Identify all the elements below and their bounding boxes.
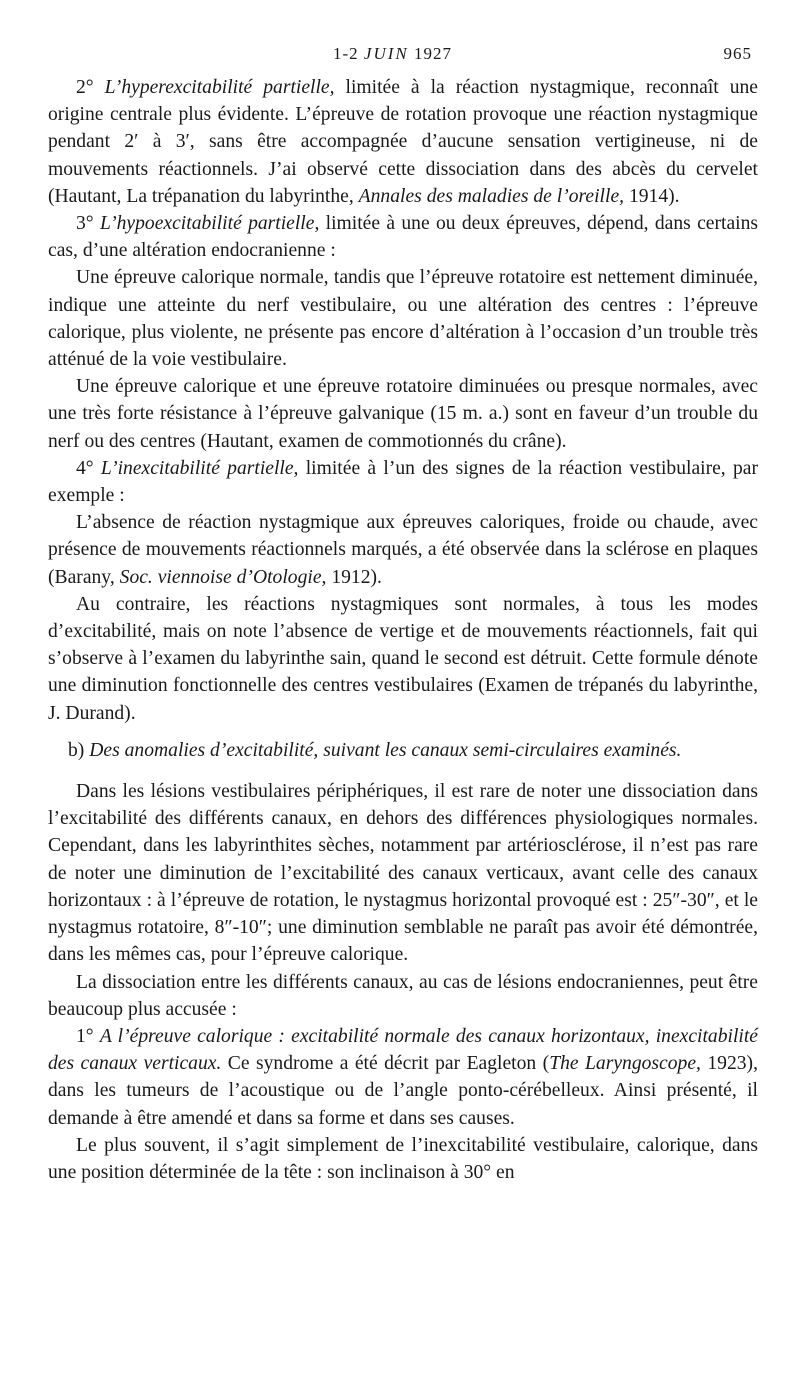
text-run: La dissociation entre les différents canaux, au cas de lésions endocraniennes, peut être beaucoup plus accusée : (48, 971, 758, 1020)
date-day: 1-2 (333, 44, 364, 63)
italic-run: Annales des maladies de l’oreille, (358, 185, 625, 207)
paragraph (48, 264, 758, 373)
italic-run: L’inexcitabilité partielle, (100, 457, 299, 479)
text-run: Dans les lésions vestibulaires périphériques, il est rare de noter une dissociation dans l’excitabilité des différents canaux, en dehors des différences physiologiques normales. Cependant, dans les labyrinthites sèches, notamment par artériosclérose, il n’est pas rare de noter une diminution de l’excitabilité des canaux verticaux, avant celle des canaux horizontaux : à l’épreuve de rotation, le nystagmus horizontal provoqué est : 25″-30″, et le nystagmus rotatoire, 8″-10″; une diminution semblable ne paraît pas avoir été démontrée, dans les mêmes cas, pour l’épreuve calorique. (48, 781, 758, 966)
text-run: 4° (76, 457, 101, 479)
italic-run: L’hyperexcitabilité partielle, (104, 77, 335, 98)
paragraph (48, 969, 758, 1023)
text-run: 1° (76, 1025, 100, 1047)
italic-run: Des anomalies d’excitabilité, suivant les canaux semi-circulaires examinés. (89, 739, 682, 761)
text-run: L’absence de réaction nystagmique aux épreuves caloriques, froide ou chaude, avec présence de mouvements réactionnels marqués, a été observée dans la sclérose en plaques (Barany, (48, 512, 758, 588)
paragraph (48, 591, 758, 727)
text-run: Une épreuve calorique normale, tandis que l’épreuve rotatoire est nettement diminuée, indique une atteinte du nerf vestibulaire, ou une altération des centres : l’épreuve calorique, plus violente, ne présente pas encore d’altération à l’occasion d’un trouble très atténué de la voie vestibulaire. (48, 267, 758, 371)
italic-run: Soc. viennoise d’Otologie, (119, 566, 327, 588)
paragraph (48, 373, 758, 455)
text-run: Au contraire, les réactions nystagmiques sont normales, à tous les modes d’excitabilité, mais on note l’absence de vertige et de mouvements réactionnels, fait qui s’observe à l’examen du labyrinthe sain, quand le second est détruit. Cette formule dénote une diminution fonctionnelle des centres vestibulaires (Examen de trépanés du labyrinthe, J. Durand). (48, 593, 758, 724)
italic-run: The Laryngoscope, (549, 1053, 701, 1075)
text-run: limitée à l’un des signes de la réaction vestibulaire, par exemple : (48, 457, 758, 507)
date-year: 1927 (408, 44, 452, 63)
text-run: Ce syndrome a été décrit par Eagleton ( (221, 1053, 550, 1075)
page-number: 965 (723, 44, 752, 63)
text-run: 2° (76, 77, 105, 98)
paragraph (48, 737, 758, 764)
header-date (333, 44, 452, 64)
paragraph (48, 1132, 758, 1186)
date-month: JUIN (363, 44, 409, 63)
text-run: 3° (76, 213, 100, 235)
text-run: Une épreuve calorique et une épreuve rotatoire diminuées ou presque normales, avec une très forte résistance à l’épreuve galvanique (15 m. a.) sont en faveur d’un trouble du nerf ou des centres (Hautant, examen de commotionnés du crâne). (48, 376, 758, 452)
text-run: 1912). (326, 566, 382, 588)
paragraph (48, 455, 758, 509)
paragraph (48, 74, 758, 210)
text-run: limitée à une ou deux épreuves, dépend, dans certains cas, d’une altération endocranienne : (48, 213, 759, 262)
italic-run: A l’épreuve calorique : excitabilité normale des canaux horizontaux, inexcitabilité des canaux verticaux. (48, 1025, 758, 1075)
paragraph (48, 778, 758, 968)
paragraph (48, 509, 758, 591)
running-header (48, 44, 758, 74)
paragraph (48, 210, 758, 264)
italic-run: L’hypoexcitabilité partielle, (99, 213, 320, 235)
text-run: Le plus souvent, il s’agit simplement de l’inexcitabilité vestibulaire, calorique, dans une position déterminée de la tête : son inclinaison à 30° en (48, 1134, 758, 1183)
body-text (48, 74, 758, 1186)
text-run: 1923), dans les tumeurs de l’acoustique ou de l’angle ponto-cérébelleux. Ainsi présenté, il demande à être amendé et dans sa forme et dans ses causes. (48, 1053, 758, 1129)
text-run: limitée à la réaction nystagmique, reconnaît une origine centrale plus évidente. L’épreuve de rotation provoque une réaction nystagmique pendant 2′ à 3′, sans être accompagnée d’aucune sensation vertigineuse, ni de mouvements réactionnels. J’ai observé cette dissociation dans des abcès du cervelet (Hautant, La trépanation du labyrinthe, (48, 77, 758, 207)
paragraph (48, 1023, 758, 1132)
text-run: b) (68, 739, 90, 761)
text-run: 1914). (624, 185, 680, 207)
